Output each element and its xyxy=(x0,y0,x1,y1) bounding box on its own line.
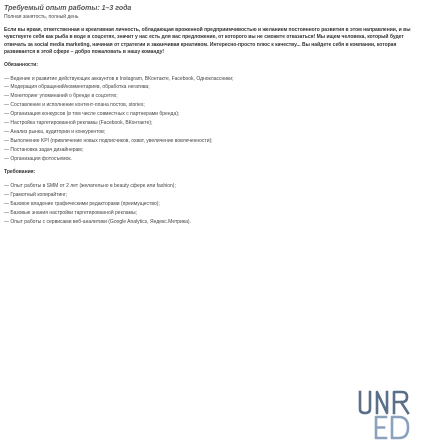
logo-letter-e xyxy=(376,417,386,438)
requirement-item: — Опыт работы с сервисами веб-аналитики (Google Analytics, Яндекс.Метрика). xyxy=(4,218,191,225)
logo-letter-n xyxy=(377,392,387,413)
logo-letter-u xyxy=(360,392,370,413)
duty-item: — Организация фотосъемок. xyxy=(4,156,72,163)
requirement-item: — Базовые знания настройки таргетированной рекламы; xyxy=(4,209,137,216)
experience-heading: Требуемый опыт работы: 1–3 года xyxy=(4,5,132,12)
duty-item: — Выполнение KPI (привлечение новых подписчиков, охват, увеличение вовлеченности); xyxy=(4,138,213,145)
intro-paragraph: Если вы яркая, ответственная и креативная личность, обладающая вроженной предприимчивостью и желанием постоянного развития в этом направлении, и вы чувствуете себя как рыба в воде в соцсетях, значит у нас есть для вас предложение, от которого вы не сможете отказаться! Мы ищем человека, который будет отвечать за social media marketing, начиная от стратегии и заканчивая креативом. Интересно-просто плюс к качеству... Вы найдете себя в компании, которая развивается в этой сфере – добро пожаловать в нашу команду! xyxy=(4,26,411,56)
duties-title: Обязанности: xyxy=(4,61,39,68)
requirement-item: — Грамотный копирайтинг; xyxy=(4,191,68,198)
duty-item: — Модерация обращений/комментариев, обработка негатива; xyxy=(4,84,150,91)
requirement-item: — Опыт работы в SMM от 2 лет (желательно в beauty сфере или fashion); xyxy=(4,182,176,189)
duty-item: — Составление и исполнение контент-плана постов, stories; xyxy=(4,102,145,109)
duty-item: — Настройка таргетированной рекламы (Facebook, ВКонтакте); xyxy=(4,120,153,127)
duty-item: — Ведение и развитие действующих аккаунтов в Instagram, ВКонтакте, Facebook, Одноклассники; xyxy=(4,75,234,82)
unred-logo xyxy=(356,389,418,441)
vacancy-document xyxy=(4,4,416,227)
employment-type: Полная занятость, полный день xyxy=(4,14,79,20)
requirements-title: Требования: xyxy=(4,169,36,176)
duty-item: — Мониторинг упоминаний о бренде в соцсетях; xyxy=(4,93,118,100)
requirement-item: — Базовое владение графическими редакторами (преимущество); xyxy=(4,200,160,207)
duty-item: — Организация конкурсов (в том числе совместных с партнерами бренда); xyxy=(4,111,180,118)
logo-letter-d xyxy=(392,417,408,438)
logo-letter-r xyxy=(394,392,408,413)
duty-item: — Постановка задач дизайнерам; xyxy=(4,147,84,154)
duty-item: — Анализ рынка, аудитории и конкурентов; xyxy=(4,129,106,136)
